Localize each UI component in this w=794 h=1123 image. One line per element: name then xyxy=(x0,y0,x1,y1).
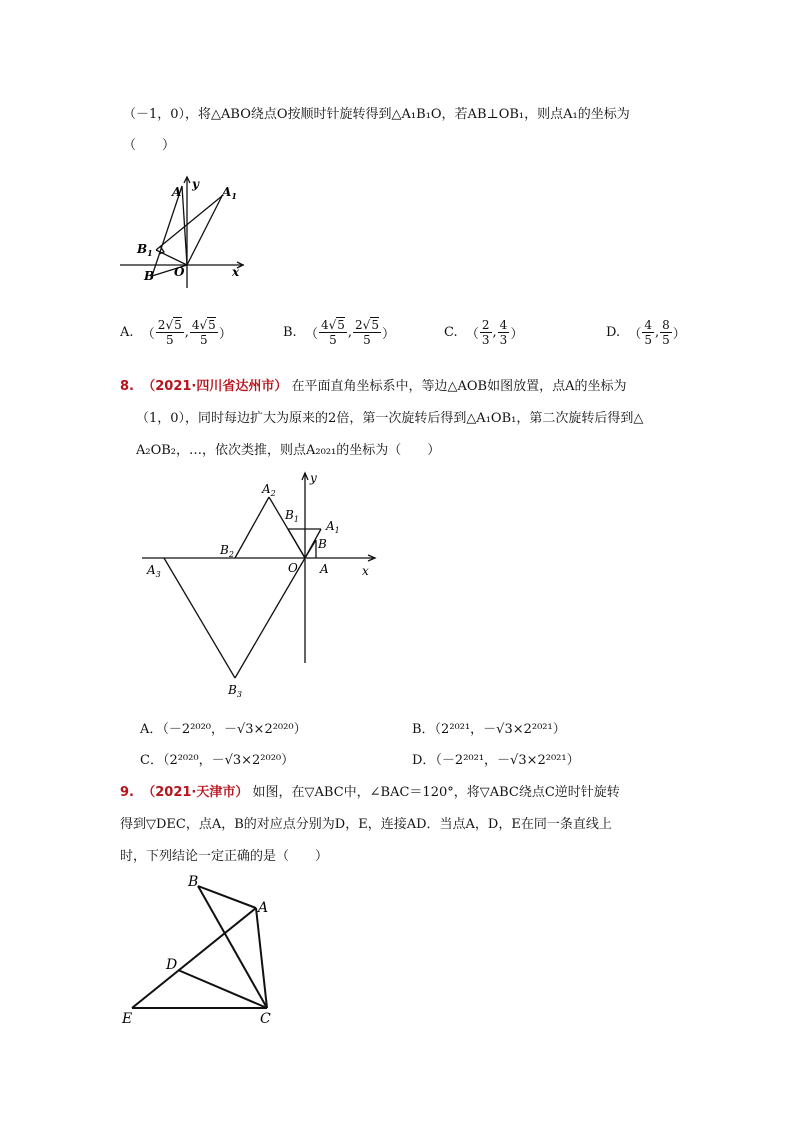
q7-label-B1: $B_1$ xyxy=(137,242,153,258)
q8-label-y: y xyxy=(310,471,317,485)
q8-label-A3: $A_3$ xyxy=(147,563,161,579)
q9-label-E: E xyxy=(122,1011,133,1027)
q9-label-B: B xyxy=(188,874,199,890)
q9-source: （2021·天津市） xyxy=(142,785,249,800)
q7-option-c[interactable]: C. （ $\frac{2}{3}$ , $\frac{4}{3}$ ） xyxy=(444,318,524,347)
q9-stem-line3: 时，下列结论一定正确的是（ ） xyxy=(120,849,329,864)
q7-stem-line2: （ ） xyxy=(123,138,176,153)
q8-stem-line2: （1，0），同时每边扩大为原来的2倍，第一次旋转后得到△A₁OB₁，第二次旋转后得到△ xyxy=(136,411,644,426)
q8-option-b[interactable]: B．（2²⁰²¹，－√3×2²⁰²¹） xyxy=(412,722,566,737)
q9-stem-line2: 得到▽DEC，点A，B的对应点分别为D，E，连接AD．当点A，D，E在同一条直线上 xyxy=(120,817,612,832)
q9-label-D: D xyxy=(166,957,178,973)
q7-option-d[interactable]: D. （ $\frac{4}{5}$ , $\frac{8}{5}$ ） xyxy=(606,318,686,347)
q8-label-B3: $B_3$ xyxy=(228,683,242,699)
q7-option-b[interactable]: B. （ $\frac{4√5}{5}$ , $\frac{2√5}{5}$ ） xyxy=(283,318,395,347)
q7-stem-line1: （－1，0），将△ABO绕点O按顺时针旋转得到△A₁B₁O，若AB⊥OB₁，则点A₁的坐标为 xyxy=(123,107,630,122)
q8-label-B: B xyxy=(318,537,327,551)
q7-label-A1: $A_1$ xyxy=(222,185,237,201)
q8-stem-line1: 8. （2021·四川省达州市） 在平面直角坐标系中，等边△AOB如图放置，点A的坐标为 xyxy=(120,379,627,394)
q9-figure xyxy=(118,868,288,1028)
q7-option-a[interactable]: A. （ $\frac{2√5}{5}$ , $\frac{4√5}{5}$ ） xyxy=(120,318,232,347)
q8-option-d[interactable]: D．（－2²⁰²¹，－√3×2²⁰²¹） xyxy=(412,753,580,768)
q7-label-y: y xyxy=(192,177,199,191)
q7-label-x: x xyxy=(232,265,240,279)
q8-stem-line3: A₂OB₂，…，依次类推，则点A₂₀₂₁的坐标为（ ） xyxy=(136,443,441,458)
q8-option-c[interactable]: C．（2²⁰²⁰，－√3×2²⁰²⁰） xyxy=(140,753,295,768)
q8-figure xyxy=(140,468,385,700)
q8-label-B2: $B_2$ xyxy=(220,543,234,559)
q8-label-x: x xyxy=(362,564,369,578)
q8-label-B1: $B_1$ xyxy=(285,508,299,524)
q9-stem-line1: 9. （2021·天津市） 如图，在▽ABC中，∠BAC＝120°，将▽ABC绕点C逆时针旋转 xyxy=(120,785,620,800)
q8-label-A2: $A_2$ xyxy=(262,482,276,498)
q8-label-O: O xyxy=(288,561,298,575)
q7-label-O: O xyxy=(174,265,185,279)
q8-number: 8. xyxy=(120,379,134,394)
q7-figure xyxy=(112,172,252,290)
q7-label-B: B xyxy=(144,269,155,283)
q9-number: 9. xyxy=(120,785,134,800)
q8-label-A: A xyxy=(320,562,329,576)
q9-label-A: A xyxy=(258,900,269,916)
q8-source: （2021·四川省达州市） xyxy=(142,379,288,394)
q9-label-C: C xyxy=(260,1011,271,1027)
q7-label-A: A xyxy=(172,185,182,199)
q8-option-a[interactable]: A．（－2²⁰²⁰，－√3×2²⁰²⁰） xyxy=(140,722,307,737)
q8-label-A1: $A_1$ xyxy=(326,519,340,535)
